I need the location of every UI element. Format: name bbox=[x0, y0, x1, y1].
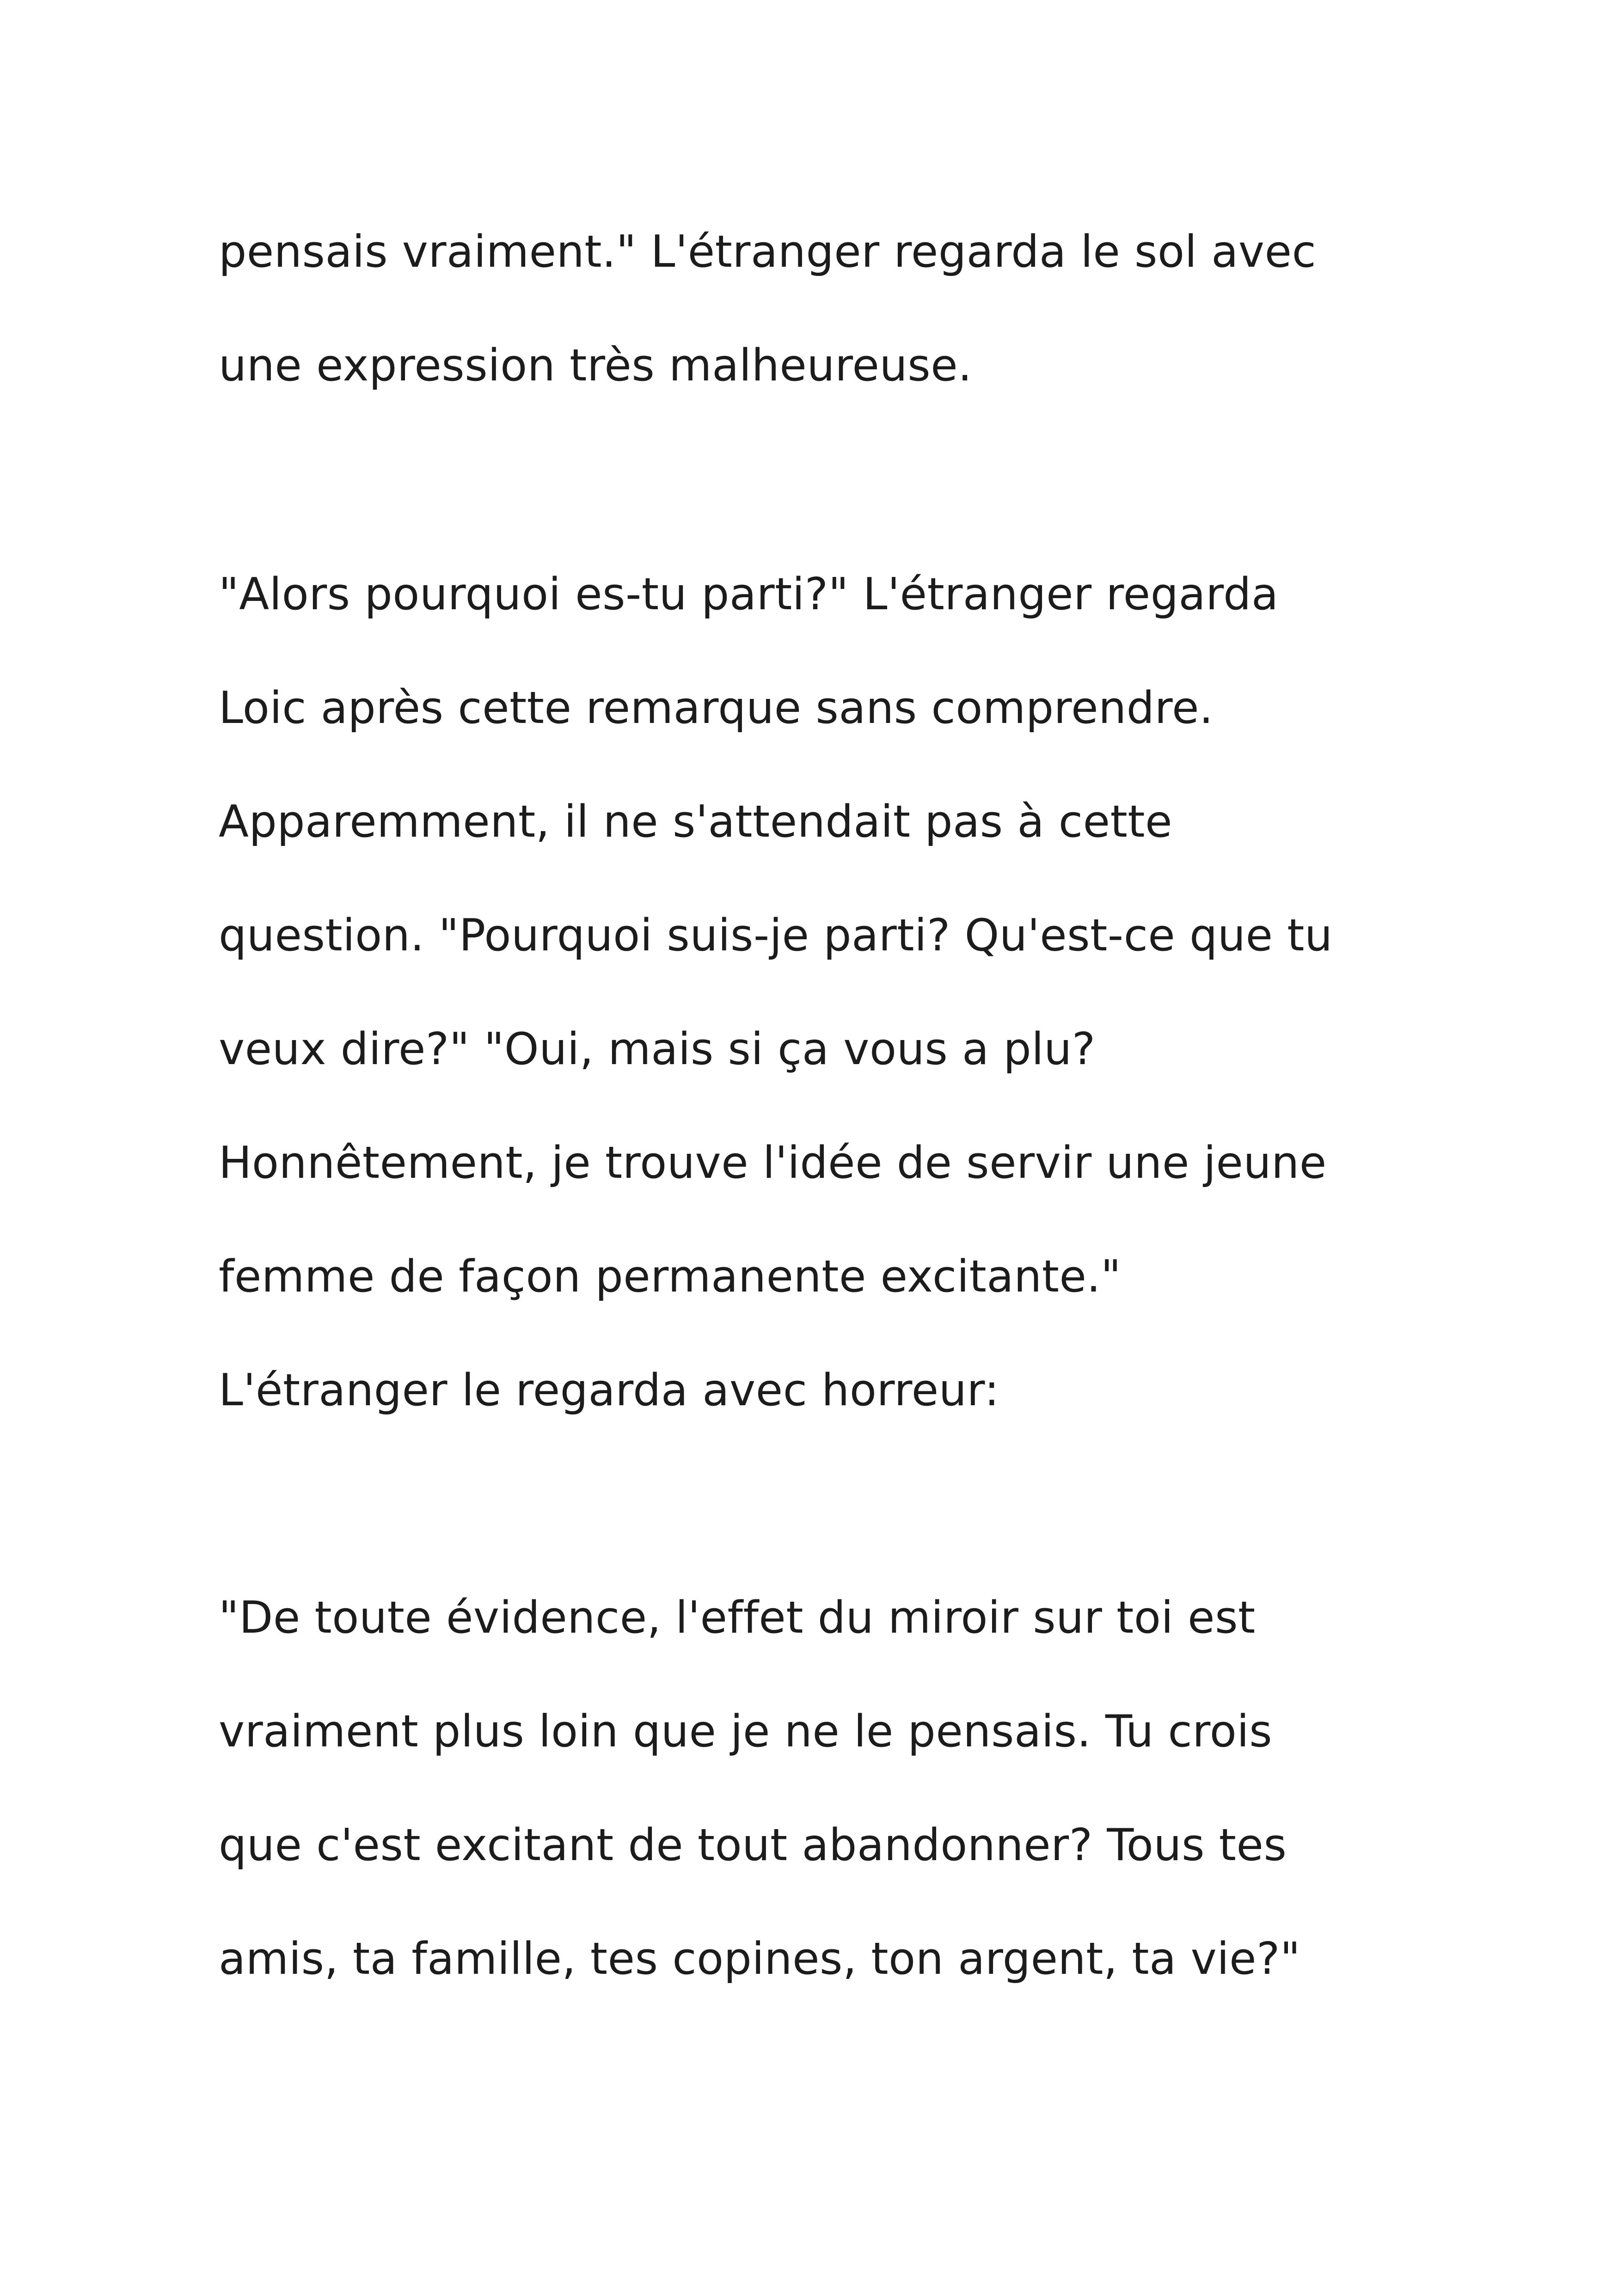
text-line: une expression très malheureuse. bbox=[219, 340, 972, 391]
text-line: que c'est excitant de tout abandonner? Tous tes bbox=[219, 1820, 1287, 1871]
text-line: amis, ta famille, tes copines, ton argent, ta vie?" bbox=[219, 1934, 1301, 1984]
text-line: vraiment plus loin que je ne le pensais. Tu crois bbox=[219, 1706, 1273, 1757]
text-line: "De toute évidence, l'effet du miroir sur toi est bbox=[219, 1592, 1256, 1643]
text-line: veux dire?" "Oui, mais si ça vous a plu? bbox=[219, 1024, 1096, 1075]
text-line: femme de façon permanente excitante." bbox=[219, 1251, 1122, 1302]
text-line: L'étranger le regarda avec horreur: bbox=[219, 1365, 999, 1416]
text-line: Loic après cette remarque sans comprendre. bbox=[219, 683, 1214, 734]
text-line: pensais vraiment." L'étranger regarda le sol avec bbox=[219, 227, 1317, 277]
text-line: "Alors pourquoi es-tu parti?" L'étranger regarda bbox=[219, 569, 1279, 620]
text-line: question. "Pourquoi suis-je parti? Qu'est-ce que tu bbox=[219, 910, 1333, 961]
text-line: Apparemment, il ne s'attendait pas à cette bbox=[219, 796, 1173, 847]
text-line: Honnêtement, je trouve l'idée de servir une jeune bbox=[219, 1138, 1327, 1188]
